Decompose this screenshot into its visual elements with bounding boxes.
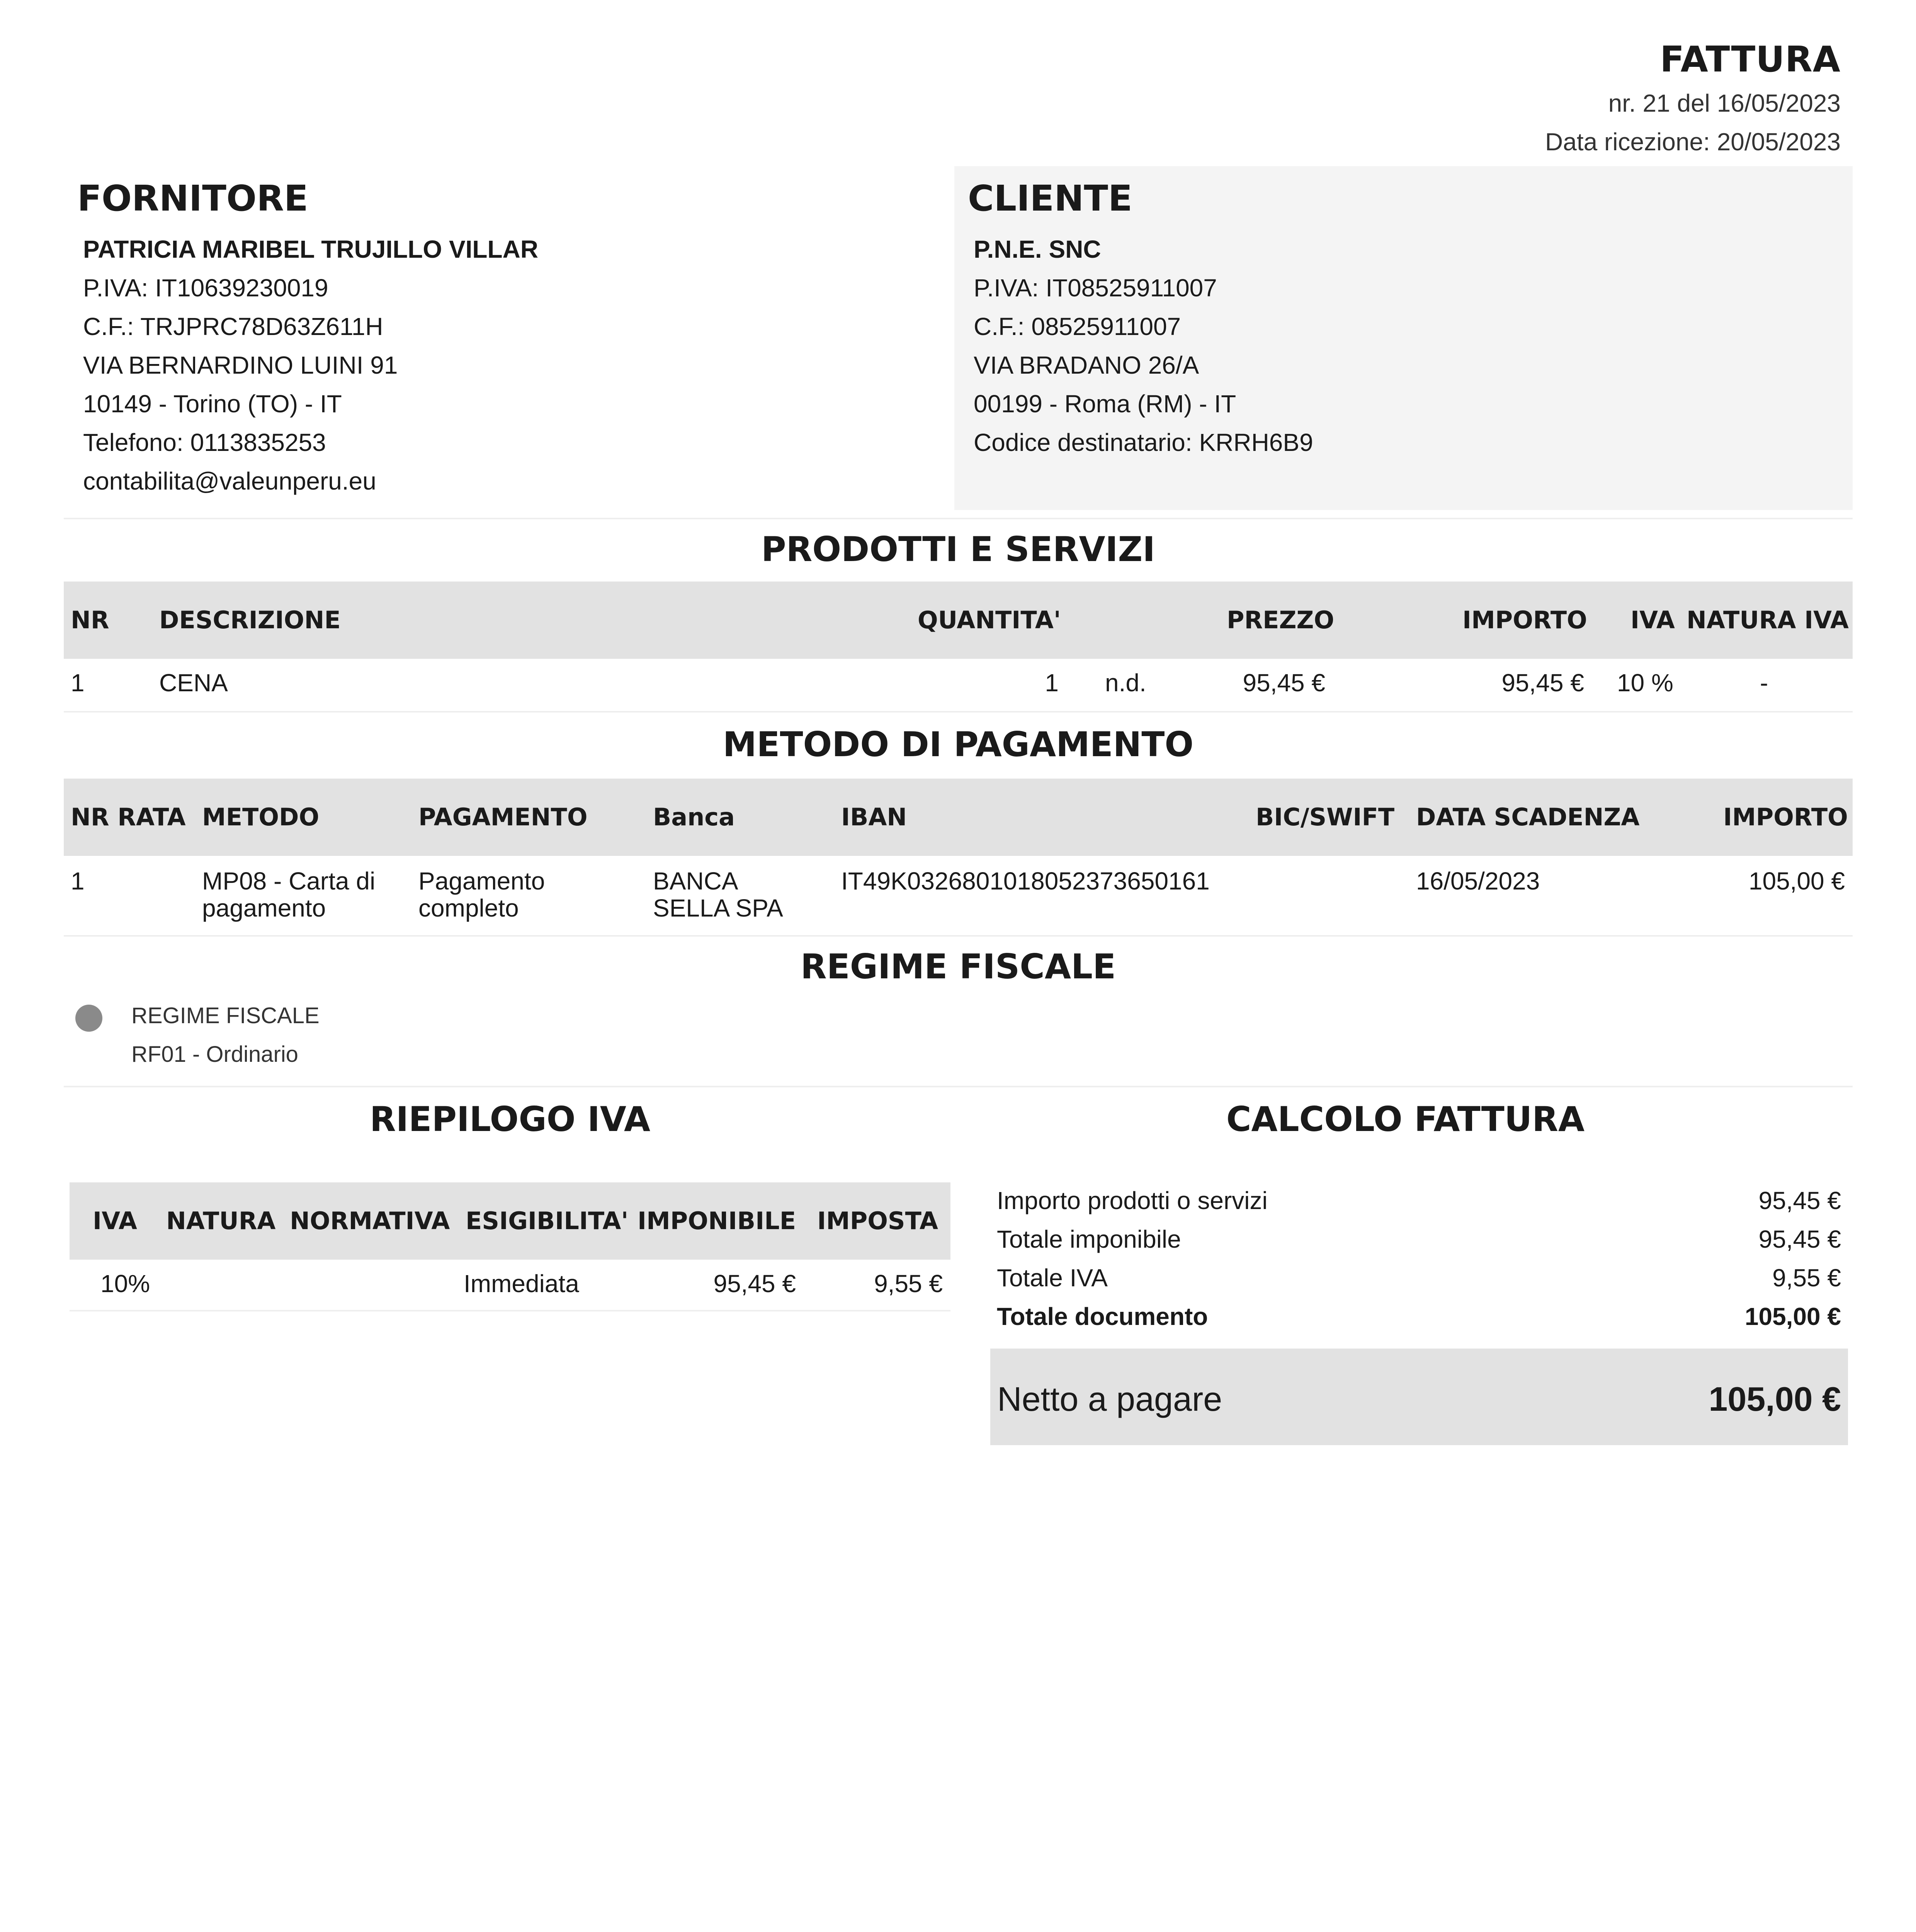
regime-bullet-icon	[75, 1005, 102, 1032]
calcolo-title: CALCOLO FATTURA	[1226, 1099, 1585, 1139]
rata-banca-line1: BANCA	[653, 867, 738, 895]
supplier-piva: P.IVA: IT10639230019	[83, 274, 328, 302]
col-quantita: QUANTITA'	[918, 606, 1061, 634]
invoice-number: nr. 21 del 16/05/2023	[1608, 89, 1841, 117]
supplier-address: VIA BERNARDINO LUINI 91	[83, 351, 398, 379]
rata-metodo-line2: pagamento	[202, 894, 326, 922]
supplier-title: FORNITORE	[77, 178, 308, 219]
product-unita: n.d.	[1105, 669, 1146, 697]
client-address: VIA BRADANO 26/A	[974, 351, 1199, 379]
supplier-email: contabilita@valeunperu.eu	[83, 467, 376, 495]
col-prezzo: PREZZO	[1227, 606, 1335, 634]
col-riep-normativa: NORMATIVA	[290, 1207, 450, 1235]
rata-pagamento-line2: completo	[418, 894, 519, 922]
col-riep-natura: NATURA	[166, 1207, 276, 1235]
col-riep-imponibile: IMPONIBILE	[638, 1207, 796, 1235]
invoice-received-date: Data ricezione: 20/05/2023	[1545, 128, 1841, 156]
product-prezzo: 95,45 €	[1243, 669, 1325, 697]
col-riep-imposta: IMPOSTA	[817, 1207, 938, 1235]
rata-iban: IT49K0326801018052373650161	[841, 867, 1210, 895]
payment-header-row	[64, 779, 1853, 856]
calc-label: Totale imponibile	[997, 1225, 1181, 1253]
col-nr-rata: NR RATA	[71, 803, 186, 831]
riepilogo-title: RIEPILOGO IVA	[369, 1099, 651, 1139]
invoice-title: FATTURA	[1660, 39, 1841, 80]
divider	[64, 711, 1853, 713]
calc-value: 95,45 €	[1758, 1225, 1841, 1253]
riep-imponibile: 95,45 €	[713, 1270, 796, 1298]
product-nr: 1	[71, 669, 85, 697]
riep-esigibilita: Immediata	[464, 1270, 579, 1298]
divider	[64, 935, 1853, 937]
products-header-row	[64, 582, 1853, 659]
client-name: P.N.E. SNC	[974, 235, 1101, 263]
rata-banca-line2: SELLA SPA	[653, 894, 783, 922]
supplier-cf: C.F.: TRJPRC78D63Z611H	[83, 313, 383, 340]
rata-importo: 105,00 €	[1748, 867, 1845, 895]
product-quantita: 1	[1045, 669, 1059, 697]
client-box	[954, 166, 1853, 510]
riep-imposta: 9,55 €	[874, 1270, 943, 1298]
net-to-pay-value: 105,00 €	[1709, 1380, 1841, 1418]
product-iva: 10 %	[1617, 669, 1673, 697]
client-dest-code: Codice destinatario: KRRH6B9	[974, 429, 1313, 456]
net-to-pay-box	[990, 1349, 1848, 1445]
supplier-phone: Telefono: 0113835253	[83, 429, 326, 456]
divider	[64, 518, 1853, 519]
calc-row-importo	[997, 1186, 1841, 1215]
col-descrizione: DESCRIZIONE	[159, 606, 341, 634]
regime-title: REGIME FISCALE	[800, 947, 1116, 986]
rata-nr: 1	[71, 867, 85, 895]
calc-label: Totale IVA	[997, 1264, 1108, 1292]
client-city: 00199 - Roma (RM) - IT	[974, 390, 1236, 418]
calc-label: Totale documento	[997, 1303, 1208, 1330]
col-nr: NR	[71, 606, 109, 634]
calc-label: Importo prodotti o servizi	[997, 1187, 1268, 1214]
rata-pagamento-line1: Pagamento	[418, 867, 545, 895]
col-pagamento: PAGAMENTO	[418, 803, 588, 831]
col-natura-iva: NATURA IVA	[1686, 606, 1849, 634]
calc-value: 9,55 €	[1772, 1264, 1841, 1292]
product-descrizione: CENA	[159, 669, 228, 697]
calc-value: 95,45 €	[1758, 1187, 1841, 1214]
divider	[64, 1086, 1853, 1087]
col-scadenza: DATA SCADENZA	[1416, 803, 1640, 831]
riepilogo-header-row	[70, 1182, 950, 1260]
supplier-box	[64, 166, 952, 510]
product-importo: 95,45 €	[1501, 669, 1584, 697]
col-banca: Banca	[653, 803, 735, 831]
col-metodo: METODO	[202, 803, 320, 831]
riep-iva: 10%	[100, 1270, 150, 1298]
col-riep-esigibilita: ESIGIBILITA'	[466, 1207, 629, 1235]
regime-value: RF01 - Ordinario	[131, 1042, 298, 1067]
calc-row-iva	[997, 1264, 1841, 1292]
rata-metodo-line1: MP08 - Carta di	[202, 867, 376, 895]
divider	[70, 1310, 950, 1311]
client-piva: P.IVA: IT08525911007	[974, 274, 1217, 302]
regime-label: REGIME FISCALE	[131, 1003, 320, 1028]
col-importo-rata: IMPORTO	[1723, 803, 1848, 831]
client-cf: C.F.: 08525911007	[974, 313, 1181, 340]
col-riep-iva: IVA	[93, 1207, 137, 1235]
col-iva: IVA	[1630, 606, 1675, 634]
supplier-name: PATRICIA MARIBEL TRUJILLO VILLAR	[83, 235, 539, 263]
calc-row-totale	[997, 1302, 1841, 1331]
payment-title: METODO DI PAGAMENTO	[723, 724, 1194, 764]
supplier-city: 10149 - Torino (TO) - IT	[83, 390, 342, 418]
rata-scadenza: 16/05/2023	[1416, 867, 1540, 895]
product-natura-iva: -	[1760, 669, 1768, 697]
calc-value: 105,00 €	[1744, 1303, 1841, 1330]
col-bic: BIC/SWIFT	[1256, 803, 1395, 831]
calc-row-imponibile	[997, 1225, 1841, 1253]
col-iban: IBAN	[841, 803, 907, 831]
net-to-pay-label: Netto a pagare	[997, 1380, 1222, 1418]
col-importo: IMPORTO	[1462, 606, 1587, 634]
products-title: PRODOTTI E SERVIZI	[761, 529, 1155, 569]
client-title: CLIENTE	[968, 178, 1132, 219]
